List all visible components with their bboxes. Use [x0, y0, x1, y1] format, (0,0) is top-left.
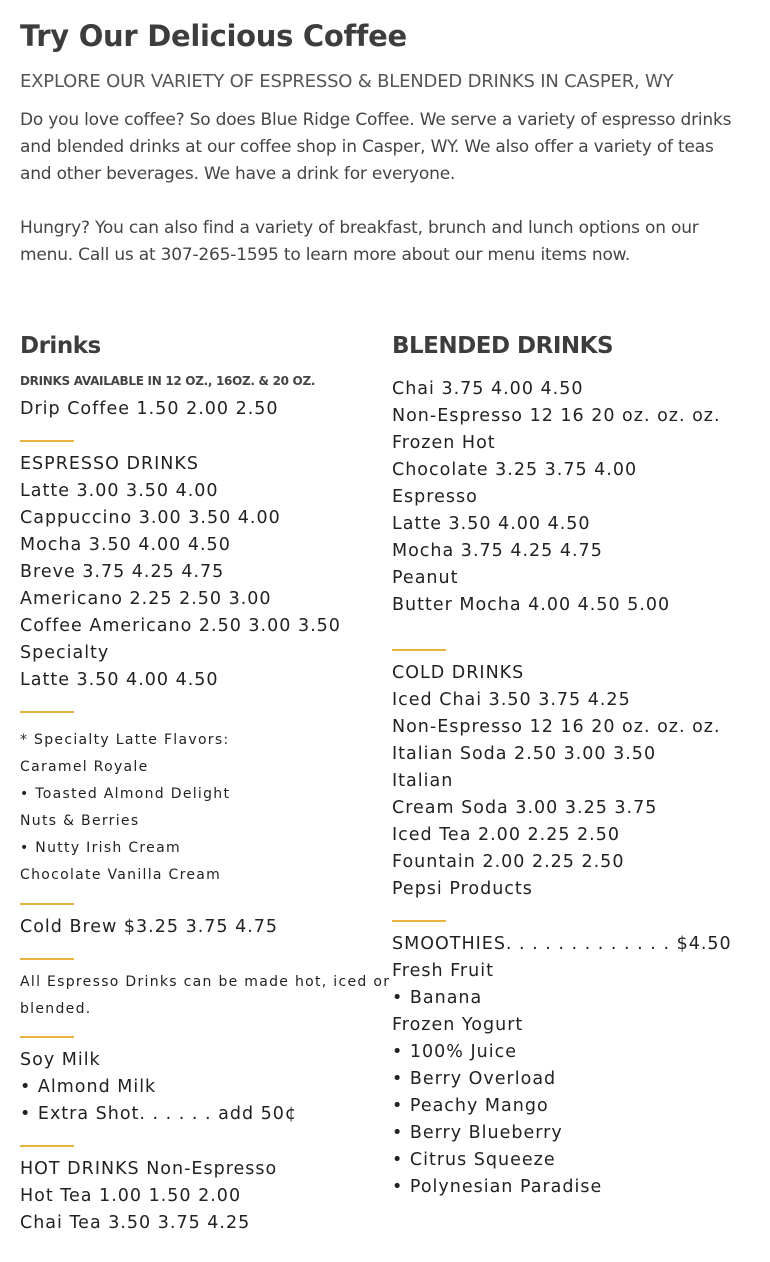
menu-line: Specialty — [20, 643, 110, 663]
menu-line: Mocha 3.50 4.00 4.50 — [20, 535, 231, 555]
menu-line: Chocolate 3.25 3.75 4.00 — [392, 460, 638, 480]
blended-drinks-section — [392, 376, 752, 619]
extras-section — [20, 1047, 380, 1128]
menu-line: • Almond Milk — [20, 1077, 157, 1097]
page-subtitle: EXPLORE OUR VARIETY OF ESPRESSO & BLENDED DRINKS IN CASPER, WY — [20, 71, 674, 92]
menu-line: COLD DRINKS — [392, 663, 525, 683]
smoothies-section — [392, 931, 752, 1201]
menu-line: Peanut — [392, 568, 459, 588]
menu-line: Iced Tea 2.00 2.25 2.50 — [392, 825, 621, 845]
menu-line: Latte 3.00 3.50 4.00 — [20, 481, 219, 501]
menu-line: ESPRESSO DRINKS — [20, 454, 199, 474]
menu-line: Cappuccino 3.00 3.50 4.00 — [20, 508, 281, 528]
intro-text — [20, 107, 750, 269]
drinks-heading: Drinks — [20, 333, 101, 359]
menu-line: Butter Mocha 4.00 4.50 5.00 — [392, 595, 671, 615]
menu-line: Frozen Yogurt — [392, 1015, 524, 1035]
menu-line: Non-Espresso 12 16 20 oz. oz. oz. — [392, 406, 721, 426]
section-divider — [20, 1036, 74, 1038]
menu-line: • Nutty Irish Cream — [20, 840, 181, 856]
blended-drinks-column — [392, 329, 752, 1201]
latte-flavors-section — [20, 727, 380, 889]
menu-line: • 100% Juice — [392, 1042, 517, 1062]
page-title: Try Our Delicious Coffee — [20, 19, 407, 53]
menu-line: * Specialty Latte Flavors: — [20, 732, 230, 748]
menu-line: • Banana — [392, 988, 483, 1008]
section-divider — [20, 903, 74, 905]
menu-line: • Berry Overload — [392, 1069, 557, 1089]
hot-drinks-section — [20, 1156, 380, 1237]
menu-line: SMOOTHIES. . . . . . . . . . . . . $4.50 — [392, 934, 732, 954]
size-availability-note: DRINKS AVAILABLE IN 12 OZ., 16OZ. & 20 OZ. — [20, 374, 316, 388]
menu-line: Hot Tea 1.00 1.50 2.00 — [20, 1186, 242, 1206]
blended-drinks-heading: BLENDED DRINKS — [392, 333, 614, 359]
menu-line: Nuts & Berries — [20, 813, 140, 829]
menu-line: Espresso — [392, 487, 478, 507]
menu-line: Italian Soda 2.50 3.00 3.50 — [392, 744, 657, 764]
espresso-drinks-section — [20, 451, 380, 694]
drinks-column — [20, 329, 391, 1237]
menu-line: • Extra Shot. . . . . . add 50¢ — [20, 1104, 298, 1124]
intro-paragraph-2: Hungry? You can also find a variety of breakfast, brunch and lunch options on our menu. Call us at 307-265-1595 to learn more about our menu items now. — [20, 218, 699, 265]
menu-line: Chai Tea 3.50 3.75 4.25 — [20, 1213, 251, 1233]
menu-line: • Polynesian Paradise — [392, 1177, 603, 1197]
section-divider — [20, 440, 74, 442]
menu-line: Non-Espresso 12 16 20 oz. oz. oz. — [392, 717, 721, 737]
menu-line: Chocolate Vanilla Cream — [20, 867, 222, 883]
menu-line: • Berry Blueberry — [392, 1123, 563, 1143]
menu-line: • Citrus Squeeze — [392, 1150, 556, 1170]
menu-line: Breve 3.75 4.25 4.75 — [20, 562, 225, 582]
menu-line: HOT DRINKS Non-Espresso — [20, 1159, 278, 1179]
menu-line: Pepsi Products — [392, 879, 533, 899]
section-divider — [20, 1145, 74, 1147]
menu-line: Italian — [392, 771, 454, 791]
espresso-note — [20, 969, 391, 1023]
intro-paragraph-1: Do you love coffee? So does Blue Ridge Coffee. We serve a variety of espresso drinks and blended drinks at our coffee shop in Casper, WY. We also offer a variety of teas and other beverages. We have a drink for everyone. — [20, 110, 732, 184]
section-divider — [20, 711, 74, 713]
menu-line: Latte 3.50 4.00 4.50 — [392, 514, 591, 534]
menu-line-cold-brew: Cold Brew $3.25 3.75 4.75 — [20, 917, 279, 937]
menu-line: Coffee Americano 2.50 3.00 3.50 — [20, 616, 341, 636]
menu-line: Caramel Royale — [20, 759, 149, 775]
section-divider — [392, 649, 446, 651]
menu-line: Fresh Fruit — [392, 961, 494, 981]
menu-line: Chai 3.75 4.00 4.50 — [392, 379, 584, 399]
menu-line: • Toasted Almond Delight — [20, 786, 231, 802]
menu-line: Mocha 3.75 4.25 4.75 — [392, 541, 603, 561]
menu-line: Iced Chai 3.50 3.75 4.25 — [392, 690, 631, 710]
section-divider — [392, 920, 446, 922]
menu-line: Cream Soda 3.00 3.25 3.75 — [392, 798, 658, 818]
menu-line: blended. — [20, 1001, 92, 1017]
menu-line: Fountain 2.00 2.25 2.50 — [392, 852, 625, 872]
menu-line: Americano 2.25 2.50 3.00 — [20, 589, 272, 609]
menu-line: Latte 3.50 4.00 4.50 — [20, 670, 219, 690]
cold-drinks-section — [392, 660, 752, 903]
menu-line: Soy Milk — [20, 1050, 101, 1070]
menu-line-drip-coffee: Drip Coffee 1.50 2.00 2.50 — [20, 399, 279, 419]
section-divider — [20, 958, 74, 960]
menu-line: • Peachy Mango — [392, 1096, 549, 1116]
menu-line: Frozen Hot — [392, 433, 496, 453]
menu-line: All Espresso Drinks can be made hot, iced or — [20, 974, 391, 990]
